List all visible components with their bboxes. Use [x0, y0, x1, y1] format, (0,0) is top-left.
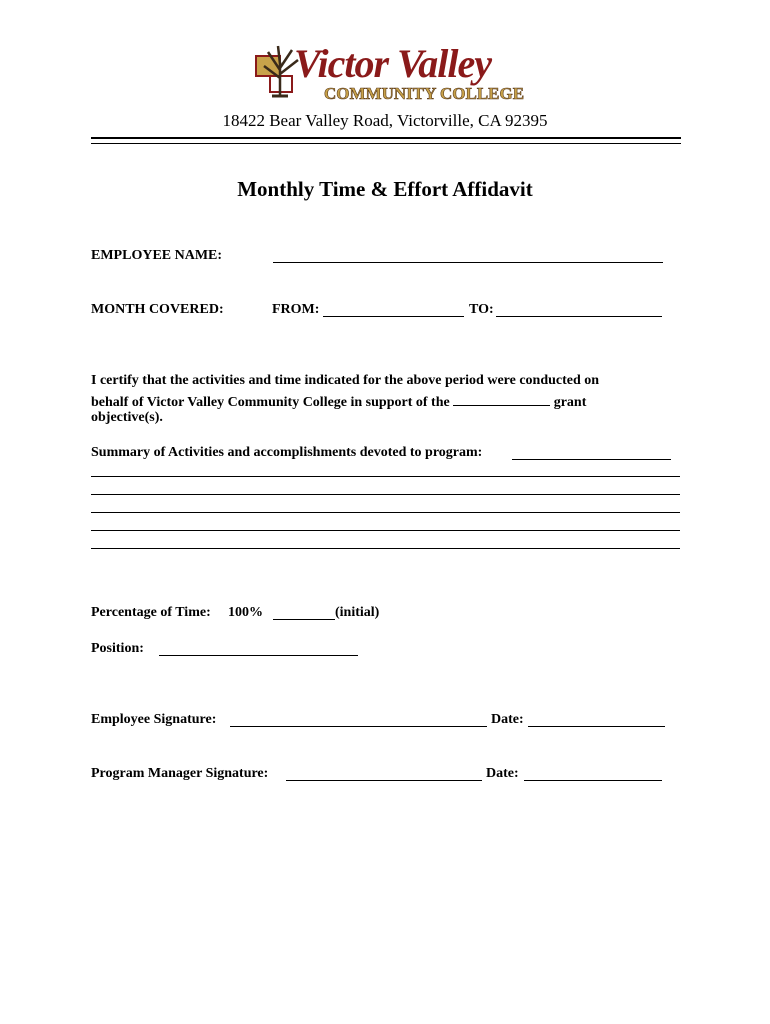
summary-first-field[interactable]	[512, 459, 671, 460]
program-manager-signature-field[interactable]	[286, 780, 482, 781]
position-label: Position:	[91, 641, 144, 656]
certify-line-3: objective(s).	[91, 410, 163, 425]
summary-line[interactable]	[91, 494, 680, 495]
document-title: Monthly Time & Effort Affidavit	[237, 177, 533, 201]
logo-name: Victor Valley	[294, 41, 491, 86]
summary-line[interactable]	[91, 548, 680, 549]
certify-line-1: I certify that the activities and time indicated for the above period were conducted on	[91, 373, 600, 388]
position-field[interactable]	[159, 655, 358, 656]
college-logo	[250, 41, 525, 108]
certify-grant-word: grant	[553, 395, 587, 410]
summary-label: Summary of Activities and accomplishments devoted to program:	[91, 445, 483, 460]
from-field[interactable]	[323, 316, 464, 317]
summary-line[interactable]	[91, 476, 680, 477]
certify-line-2-text: behalf of Victor Valley Community College in support of the	[91, 395, 450, 410]
percentage-value: 100%	[228, 605, 263, 620]
grant-name-field[interactable]	[453, 392, 550, 406]
program-manager-signature-label: Program Manager Signature:	[91, 766, 269, 781]
employee-name-label: EMPLOYEE NAME:	[91, 248, 223, 263]
logo-subtitle: COMMUNITY COLLEGE	[324, 84, 525, 103]
summary-line[interactable]	[91, 530, 680, 531]
employee-signature-label: Employee Signature:	[91, 712, 217, 727]
address: 18422 Bear Valley Road, Victorville, CA 92395	[222, 111, 548, 130]
month-covered-label: MONTH COVERED:	[91, 302, 224, 317]
certify-line-2	[91, 392, 586, 411]
program-manager-date-label: Date:	[486, 766, 519, 781]
from-label: FROM:	[272, 302, 320, 317]
employee-signature-field[interactable]	[230, 726, 487, 727]
initial-field[interactable]	[273, 619, 335, 620]
to-label: TO:	[469, 302, 494, 317]
program-manager-date-field[interactable]	[524, 780, 662, 781]
header-divider	[91, 137, 681, 144]
summary-line[interactable]	[91, 512, 680, 513]
employee-date-field[interactable]	[528, 726, 665, 727]
percentage-label: Percentage of Time:	[91, 605, 211, 620]
initial-label: (initial)	[335, 605, 380, 620]
to-field[interactable]	[496, 316, 662, 317]
employee-name-field[interactable]	[273, 262, 663, 263]
employee-date-label: Date:	[491, 712, 524, 727]
